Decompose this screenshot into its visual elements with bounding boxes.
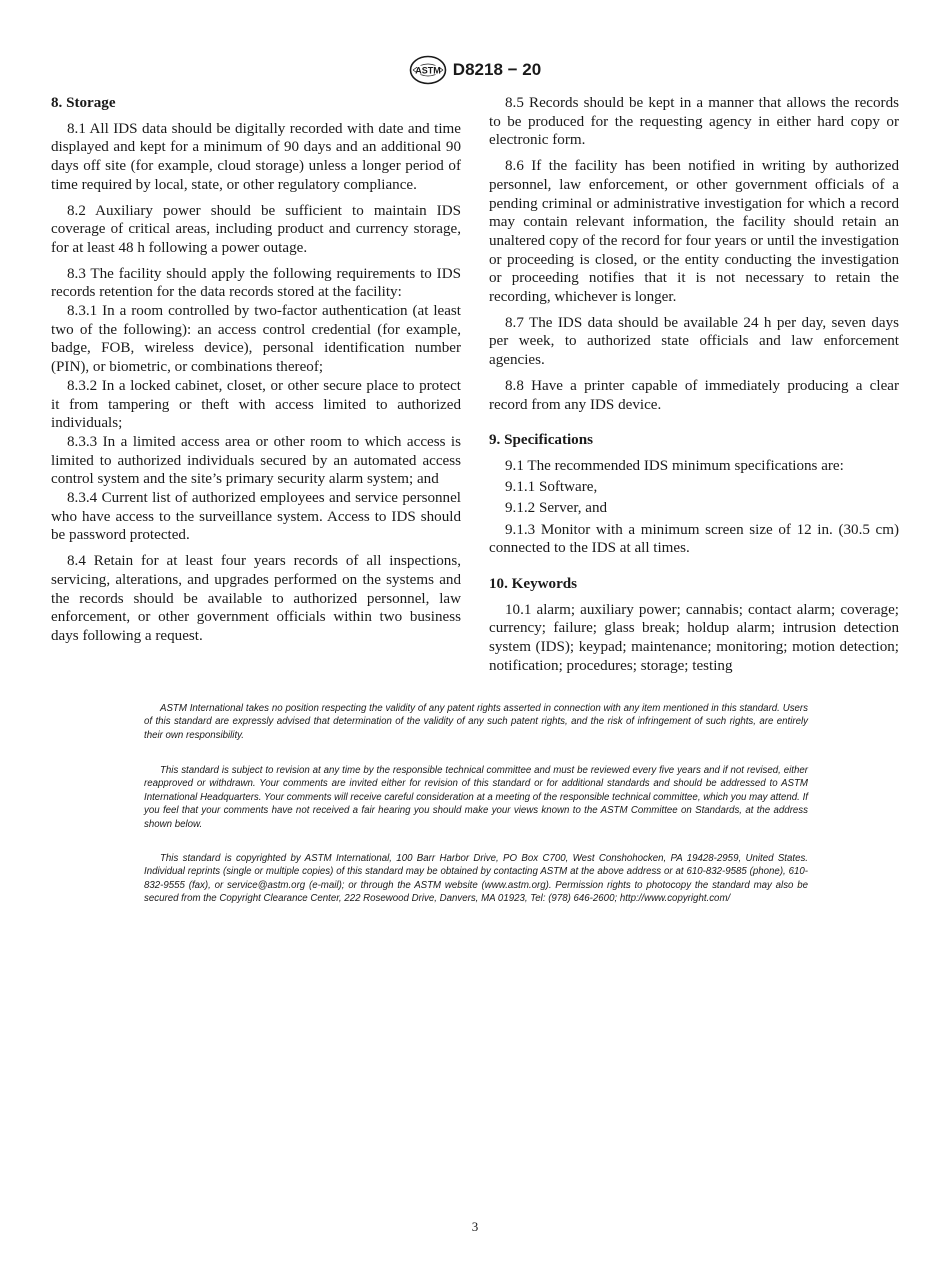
- para-9-1-1: 9.1.1 Software,: [505, 479, 598, 496]
- document-designation: D8218 − 20: [452, 60, 542, 79]
- copyright-notice-text: This standard is copyrighted by ASTM International, 100 Barr Harbor Drive, PO Box C700, West Conshohocken, PA 19428-2959, United States. Individual reprints (single or multiple copies) of this standard may be obtained by contacting ASTM at the above address or at 610-832-9585 (phone), 610-832-9555 (fax), or service@astm.org (e-mail); or through the ASTM website (www.astm.org). Permission rights to photocopy the standard may also be secured from the Copyright Clearance Center, 222 Rosewood Drive, Danvers, MA 01923, Tel: (978) 646-2600; http://www.copyright.com/: [144, 853, 808, 905]
- para-9-1-3: 9.1.3 Monitor with a minimum screen size of 12 in. (30.5 cm) connected to the IDS at all times.: [489, 521, 899, 557]
- para-8-3-4: 8.3.4 Current list of authorized employees and service personnel who have access to the surveillance system. Access to IDS should be password protected.: [51, 490, 461, 544]
- para-8-2: 8.2 Auxiliary power should be sufficient to maintain IDS coverage of critical areas, including product and currency storage, for at least 48 h following a power outage.: [51, 202, 461, 256]
- svg-text:ASTM: ASTM: [415, 65, 441, 76]
- para-8-3: 8.3 The facility should apply the following requirements to IDS records retention for the data records stored at the facility:: [51, 265, 461, 301]
- section-10-heading: 10. Keywords: [489, 575, 578, 592]
- patent-notice: [144, 702, 808, 742]
- para-8-8: 8.8 Have a printer capable of immediately producing a clear record from any IDS device.: [489, 377, 899, 413]
- revision-notice-text: This standard is subject to revision at any time by the responsible technical committee and must be reviewed every five years and if not revised, either reapproved or withdrawn. Your comments are invited either for revision of this standard or for additional standards and should be addressed to ASTM International Headquarters. Your comments will receive careful consideration at a meeting of the responsible technical committee, which you may attend. If you feel that your comments have not received a fair hearing you should make your views known to the ASTM Committee on Standards, at the address shown below.: [144, 765, 808, 830]
- copyright-notice: [144, 852, 808, 906]
- para-8-4: 8.4 Retain for at least four years records of all inspections, servicing, alterations, and upgrades performed on the systems and the records should be available to authorized personnel, law enforcement, or other government officials within two business days following a request.: [51, 553, 461, 644]
- revision-notice: [144, 764, 808, 831]
- para-8-6: 8.6 If the facility has been notified in writing by authorized personnel, law enforcement, or other government officials of a pending criminal or administrative investigation for which a record may contain relevant information, the facility should retain an unaltered copy of the record for four years or until the investigation or proceeding is closed, or the entity conducting the investigation or proceeding notifies that it is not necessary to retain the recording, whichever is longer.: [489, 158, 899, 306]
- para-9-1-2: 9.1.2 Server, and: [505, 500, 608, 517]
- section-9-heading: 9. Specifications: [489, 432, 593, 449]
- left-column: [51, 94, 461, 653]
- para-8-1: 8.1 All IDS data should be digitally recorded with date and time displayed and kept for a minimum of 90 days and an additional 90 days off site (for example, cloud storage) unless a longer period of time required by local, state, or other regulatory compliance.: [51, 120, 461, 193]
- para-8-3-3: 8.3.3 In a limited access area or other room to which access is limited to authorized individuals secured by an automated access control system and the site’s primary security alarm system; and: [51, 433, 461, 488]
- para-8-5: 8.5 Records should be kept in a manner that allows the records to be produced for the requesting agency in either hard copy or electronic form.: [489, 95, 899, 149]
- para-8-3-2: 8.3.2 In a locked cabinet, closet, or other secure place to protect it from tampering or theft with access limited to authorized individuals;: [51, 377, 461, 432]
- page-header: [0, 55, 950, 85]
- section-8-heading: 8. Storage: [51, 95, 116, 111]
- patent-notice-text: ASTM International takes no position respecting the validity of any patent rights asserted in connection with any item mentioned in this standard. Users of this standard are expressly advised that determination of the validity of any such patent rights, and the risk of infringement of such rights, are entirely their own responsibility.: [144, 703, 808, 741]
- para-10-1: 10.1 alarm; auxiliary power; cannabis; contact alarm; coverage; currency; failure; glass break; holdup alarm; intrusion detection system (IDS); keypad; maintenance; monitoring; motion detection; notification; procedures; storage; testing: [489, 601, 899, 674]
- para-8-3-1: 8.3.1 In a room controlled by two-factor authentication (at least two of the following): an access control credential (for example, badge, FOB, wireless device), personal identification number (PIN), or biometric, or combinations thereof;: [51, 303, 461, 376]
- right-column: [489, 94, 899, 682]
- para-9-1: 9.1 The recommended IDS minimum specifications are:: [505, 457, 844, 474]
- para-8-7: 8.7 The IDS data should be available 24 h per day, seven days per week, to authorized state officials and law enforcement agencies.: [489, 314, 899, 369]
- page-number: 3: [471, 1219, 479, 1234]
- astm-logo-icon: [409, 55, 447, 85]
